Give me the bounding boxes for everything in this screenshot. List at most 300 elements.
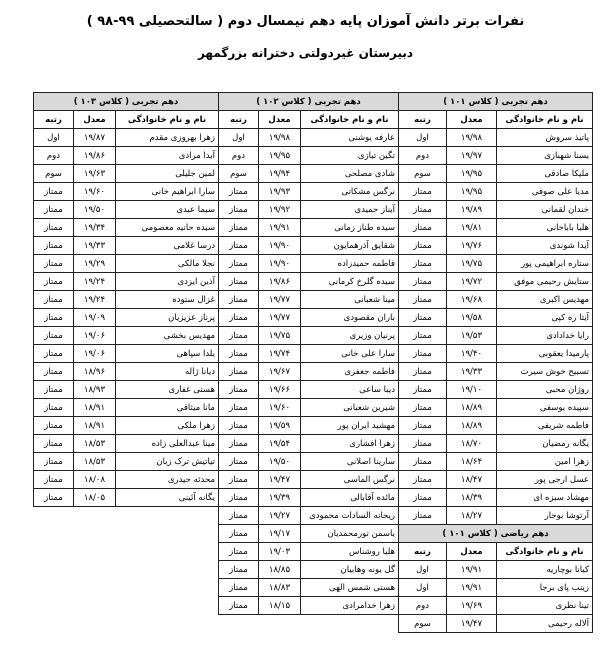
table-title-row — [219, 93, 399, 111]
student-average: ۱۹/۵۴ — [259, 435, 301, 453]
student-name: عسل ارجی پور — [497, 471, 593, 489]
student-name: ریحانه السادات محمودی — [301, 507, 399, 525]
table-row — [34, 399, 219, 417]
student-average: ۱۸/۷۰ — [447, 435, 497, 453]
col-header-avg: معدل — [74, 111, 116, 129]
student-name: مانا میثاقی — [116, 399, 219, 417]
student-rank: ممتاز — [34, 381, 74, 399]
student-average: ۱۹/۵۰ — [259, 453, 301, 471]
student-average: ۱۸/۹۳ — [74, 381, 116, 399]
student-average: ۱۹/۶۰ — [74, 183, 116, 201]
table-row — [399, 255, 593, 273]
student-name: مهشاد سبزه ای — [497, 489, 593, 507]
table-row — [219, 579, 399, 597]
student-average: ۱۸/۴۷ — [447, 471, 497, 489]
table-row — [219, 327, 399, 345]
student-name: آیتا ره کپی — [497, 309, 593, 327]
student-average: ۱۸/۶۴ — [447, 453, 497, 471]
student-name: لمین جلیلی — [116, 165, 219, 183]
table-row — [34, 327, 219, 345]
student-name: سیما عبدی — [116, 201, 219, 219]
student-rank: دوم — [399, 597, 447, 615]
col-header-avg: معدل — [447, 111, 497, 129]
col-header-rank: رتبه — [34, 111, 74, 129]
student-name: هستی شمس الهی — [301, 579, 399, 597]
student-rank: ممتاز — [399, 435, 447, 453]
student-name: ستایش رحیمی موفق — [497, 273, 593, 291]
student-average: ۱۹/۹۷ — [447, 147, 497, 165]
student-rank: ممتاز — [399, 255, 447, 273]
student-average: ۱۹/۹۱ — [447, 579, 497, 597]
student-name: مهدیس اکبری — [497, 291, 593, 309]
table-row — [399, 219, 593, 237]
table-row — [219, 543, 399, 561]
student-average: ۱۹/۶۳ — [74, 165, 116, 183]
table-row — [219, 489, 399, 507]
column-header-row — [399, 543, 593, 561]
student-name: هستی غفاری — [116, 381, 219, 399]
student-rank: ممتاز — [219, 201, 259, 219]
table-row — [219, 363, 399, 381]
student-name: پرناز عزیزیان — [116, 309, 219, 327]
student-name: دیبا ساعی — [301, 381, 399, 399]
table-row — [219, 237, 399, 255]
col-header-name: نام و نام خانوادگی — [497, 111, 593, 129]
student-average: ۱۹/۴۰ — [447, 345, 497, 363]
student-rank: اول — [399, 579, 447, 597]
student-rank: ممتاز — [399, 399, 447, 417]
student-average: ۱۹/۵۳ — [447, 327, 497, 345]
student-average: ۱۹/۷۲ — [447, 273, 497, 291]
table-row — [399, 363, 593, 381]
student-name: آذین ایزدی — [116, 273, 219, 291]
student-rank: سوم — [219, 165, 259, 183]
student-average: ۱۹/۷۷ — [259, 309, 301, 327]
table-row — [399, 201, 593, 219]
column-header-row — [399, 111, 593, 129]
student-average: ۱۹/۴۷ — [447, 615, 497, 633]
table-row — [34, 453, 219, 471]
student-average: ۱۹/۸۱ — [447, 219, 497, 237]
student-rank: ممتاز — [399, 363, 447, 381]
student-average: ۱۹/۰۶ — [74, 345, 116, 363]
table-row — [219, 309, 399, 327]
student-name: درسا غلامی — [116, 237, 219, 255]
table-row — [219, 435, 399, 453]
student-name: خندان لقمانی — [497, 201, 593, 219]
table-row — [34, 381, 219, 399]
student-average: ۱۹/۶۶ — [259, 381, 301, 399]
student-name: تگین تیازی — [301, 147, 399, 165]
student-rank: سوم — [399, 165, 447, 183]
table-row — [399, 507, 593, 525]
student-rank: سوم — [399, 615, 447, 633]
student-name: نرگس الماسی — [301, 471, 399, 489]
student-average: ۱۸/۹۱ — [74, 399, 116, 417]
table-row — [399, 309, 593, 327]
student-name: آرتوشا بوجار — [497, 507, 593, 525]
student-average: ۱۸/۵۳ — [74, 435, 116, 453]
student-name: سیده طناز زمانی — [301, 219, 399, 237]
student-rank: ممتاز — [34, 327, 74, 345]
student-name: شادی مصلحی — [301, 165, 399, 183]
student-name: شیرین شعبانی — [301, 399, 399, 417]
student-rank: ممتاز — [399, 219, 447, 237]
class-101-math-table — [398, 524, 593, 633]
student-rank: ممتاز — [399, 237, 447, 255]
student-rank: ممتاز — [219, 417, 259, 435]
table-row — [219, 219, 399, 237]
student-average: ۱۹/۹۳ — [259, 183, 301, 201]
student-rank: ممتاز — [219, 345, 259, 363]
student-rank: ممتاز — [399, 417, 447, 435]
table-row — [219, 453, 399, 471]
table-row — [399, 615, 593, 633]
student-name: سیده گلرخ کرمانی — [301, 273, 399, 291]
table-row — [34, 273, 219, 291]
student-name: دیانا ژاله — [116, 363, 219, 381]
table-row — [399, 129, 593, 147]
class-103-experimental-table — [33, 92, 219, 507]
student-name: یگانه رمضیان — [497, 435, 593, 453]
table-row — [399, 381, 593, 399]
table-row — [34, 489, 219, 507]
student-rank: ممتاز — [34, 237, 74, 255]
student-name: مینا عبدالعلی زاده — [116, 435, 219, 453]
table-row — [34, 435, 219, 453]
table-row — [219, 561, 399, 579]
student-name: سیده حانیه معصومی — [116, 219, 219, 237]
table-row — [399, 327, 593, 345]
table-row — [399, 489, 593, 507]
student-name: کیانا بوچاریه — [497, 561, 593, 579]
student-average: ۱۹/۷۴ — [259, 345, 301, 363]
table-row — [399, 399, 593, 417]
student-rank: ممتاز — [219, 399, 259, 417]
student-name: آیدا شوندی — [497, 237, 593, 255]
student-rank: ممتاز — [34, 219, 74, 237]
table-row — [34, 417, 219, 435]
col-header-rank: رتبه — [399, 111, 447, 129]
student-average: ۱۹/۷۶ — [447, 237, 497, 255]
student-name: سارا ابراهیم خانی — [116, 183, 219, 201]
student-average: ۱۹/۳۹ — [259, 489, 301, 507]
student-rank: ممتاز — [219, 237, 259, 255]
student-average: ۱۹/۲۷ — [259, 507, 301, 525]
table-row — [399, 471, 593, 489]
table-row — [399, 453, 593, 471]
student-name: پرنیان وزیری — [301, 327, 399, 345]
student-average: ۱۹/۹۵ — [259, 147, 301, 165]
table-row — [34, 183, 219, 201]
student-average: ۱۸/۳۹ — [447, 489, 497, 507]
student-rank: ممتاز — [219, 381, 259, 399]
student-name: آیدا مرادی — [116, 147, 219, 165]
student-rank: ممتاز — [34, 201, 74, 219]
table-row — [219, 507, 399, 525]
table-row — [34, 129, 219, 147]
table-row — [219, 183, 399, 201]
student-average: ۱۹/۰۹ — [74, 309, 116, 327]
student-rank: ممتاز — [34, 345, 74, 363]
student-average: ۱۹/۰۳ — [259, 543, 301, 561]
student-average: ۱۹/۷۷ — [259, 291, 301, 309]
student-name: زهرا امین — [497, 453, 593, 471]
table-row — [219, 255, 399, 273]
student-rank: سوم — [34, 165, 74, 183]
student-rank: ممتاز — [34, 255, 74, 273]
table-row — [34, 345, 219, 363]
student-average: ۱۹/۱۰ — [447, 381, 497, 399]
student-name: تسبیح خوش سیرت — [497, 363, 593, 381]
table-title-row — [34, 93, 219, 111]
page-title: نفرات برتر دانش آموزان پایه دهم نیمسال دوم ( سالتحصیلی ۹۹-۹۸ ) — [86, 14, 525, 29]
table-row — [219, 165, 399, 183]
student-average: ۱۸/۸۹ — [447, 417, 497, 435]
student-rank: ممتاز — [34, 417, 74, 435]
student-rank: ممتاز — [399, 471, 447, 489]
student-average: ۱۹/۸۶ — [74, 147, 116, 165]
table-row — [219, 399, 399, 417]
student-rank: ممتاز — [219, 363, 259, 381]
table-row — [399, 561, 593, 579]
student-name: پارمیدا یعقوبی — [497, 345, 593, 363]
student-name: زهرا ملکی — [116, 417, 219, 435]
student-rank: ممتاز — [34, 453, 74, 471]
student-average: ۱۸/۸۹ — [447, 399, 497, 417]
table-row — [34, 363, 219, 381]
table-row — [399, 579, 593, 597]
student-rank: ممتاز — [399, 327, 447, 345]
student-name: باران مقصودی — [301, 309, 399, 327]
table-row — [399, 435, 593, 453]
student-average: ۱۸/۰۸ — [74, 471, 116, 489]
school-name: دبیرستان غیردولتی دخترانه بزرگمهر — [197, 46, 414, 60]
student-rank: ممتاز — [399, 291, 447, 309]
student-rank: اول — [219, 129, 259, 147]
student-rank: اول — [399, 129, 447, 147]
student-rank: ممتاز — [219, 597, 259, 615]
table-row — [34, 165, 219, 183]
student-name: سارا علی خانی — [301, 345, 399, 363]
table-row — [219, 381, 399, 399]
student-name: آیناز حمیدی — [301, 201, 399, 219]
student-average: ۱۹/۱۷ — [259, 525, 301, 543]
table-row — [399, 183, 593, 201]
table-row — [399, 165, 593, 183]
col-header-avg: معدل — [447, 543, 497, 561]
column-header-row — [219, 111, 399, 129]
student-average: ۱۹/۴۷ — [259, 471, 301, 489]
student-rank: ممتاز — [399, 507, 447, 525]
student-name: مهشید ایران پور — [301, 417, 399, 435]
student-average: ۱۹/۶۸ — [447, 291, 497, 309]
student-name: فاطمه جعفری — [301, 363, 399, 381]
student-average: ۱۹/۸۶ — [259, 273, 301, 291]
student-rank: ممتاز — [219, 309, 259, 327]
table-title-row — [399, 93, 593, 111]
column-header-row — [34, 111, 219, 129]
student-name: ملیکا صادقی — [497, 165, 593, 183]
student-name: روژان محبی — [497, 381, 593, 399]
student-average: ۱۹/۲۹ — [74, 255, 116, 273]
student-name: محدثه حیدری — [116, 471, 219, 489]
student-name: مائده آقابالی — [301, 489, 399, 507]
student-rank: دوم — [34, 147, 74, 165]
col-header-name: نام و نام خانوادگی — [301, 111, 399, 129]
student-rank: ممتاز — [34, 471, 74, 489]
student-average: ۱۸/۲۷ — [447, 507, 497, 525]
table-row — [399, 597, 593, 615]
table-title: دهم تجربی ( کلاس ۱۰۳ ) — [34, 93, 219, 111]
student-name: شقایق آذرهمایون — [301, 237, 399, 255]
student-name: مینا شعبانی — [301, 291, 399, 309]
student-rank: ممتاز — [219, 489, 259, 507]
student-name: یاسمن تورمحمدیان — [301, 525, 399, 543]
student-rank: ممتاز — [219, 471, 259, 489]
student-rank: ممتاز — [219, 543, 259, 561]
student-name: نجلا مالکی — [116, 255, 219, 273]
student-average: ۱۹/۹۸ — [259, 129, 301, 147]
table-row — [219, 471, 399, 489]
student-name: گل یونه وهابیان — [301, 561, 399, 579]
student-average: ۱۹/۰۶ — [74, 327, 116, 345]
student-average: ۱۹/۹۱ — [259, 219, 301, 237]
student-name: هلیا روشناس — [301, 543, 399, 561]
student-rank: اول — [399, 561, 447, 579]
student-name: یگانه آئینی — [116, 489, 219, 507]
table-row — [34, 291, 219, 309]
table-title: دهم تجربی ( کلاس ۱۰۲ ) — [219, 93, 399, 111]
student-average: ۱۹/۳۳ — [447, 363, 497, 381]
table-row — [34, 219, 219, 237]
student-average: ۱۸/۵۳ — [74, 453, 116, 471]
student-average: ۱۸/۹۱ — [74, 417, 116, 435]
table-row — [219, 147, 399, 165]
table-row — [219, 345, 399, 363]
table-row — [34, 471, 219, 489]
student-average: ۱۹/۵۹ — [259, 417, 301, 435]
student-average: ۱۸/۹۶ — [74, 363, 116, 381]
student-average: ۱۹/۳۳ — [74, 237, 116, 255]
student-average: ۱۹/۹۱ — [447, 561, 497, 579]
col-header-name: نام و نام خانوادگی — [116, 111, 219, 129]
student-average: ۱۹/۵۰ — [74, 201, 116, 219]
student-rank: دوم — [399, 147, 447, 165]
col-header-rank: رتبه — [219, 111, 259, 129]
student-average: ۱۹/۵۸ — [447, 309, 497, 327]
student-name: پاتیذ سروش — [497, 129, 593, 147]
class-102-experimental-table — [218, 92, 399, 615]
student-rank: ممتاز — [219, 219, 259, 237]
student-name: یسنا شهبازی — [497, 147, 593, 165]
student-average: ۱۹/۸۷ — [74, 129, 116, 147]
student-average: ۱۹/۳۴ — [74, 219, 116, 237]
student-rank: ممتاز — [219, 525, 259, 543]
student-name: یلدا سپاهی — [116, 345, 219, 363]
student-rank: ممتاز — [399, 309, 447, 327]
student-rank: ممتاز — [34, 363, 74, 381]
col-header-name: نام و نام خانوادگی — [497, 543, 593, 561]
class-101-experimental-table — [398, 92, 593, 525]
student-rank: ممتاز — [219, 435, 259, 453]
student-rank: ممتاز — [399, 345, 447, 363]
table-row — [34, 201, 219, 219]
col-header-rank: رتبه — [399, 543, 447, 561]
student-rank: ممتاز — [399, 183, 447, 201]
table-row — [34, 309, 219, 327]
student-rank: ممتاز — [34, 489, 74, 507]
student-average: ۱۹/۲۴ — [74, 273, 116, 291]
student-rank: ممتاز — [399, 273, 447, 291]
table-row — [219, 525, 399, 543]
table-row — [399, 273, 593, 291]
student-average: ۱۹/۹۰ — [259, 237, 301, 255]
student-rank: ممتاز — [399, 381, 447, 399]
student-average: ۱۹/۶۰ — [259, 399, 301, 417]
student-average: ۱۹/۸۹ — [447, 201, 497, 219]
table-row — [399, 345, 593, 363]
student-name: تیاتیش ترک زبان — [116, 453, 219, 471]
student-rank: ممتاز — [219, 183, 259, 201]
student-rank: ممتاز — [219, 291, 259, 309]
table-title: دهم ریاضی ( کلاس ۱۰۱ ) — [399, 525, 593, 543]
student-rank: ممتاز — [219, 561, 259, 579]
student-average: ۱۸/۸۵ — [259, 561, 301, 579]
student-rank: ممتاز — [34, 399, 74, 417]
student-name: سپیده یوسفی — [497, 399, 593, 417]
table-row — [34, 255, 219, 273]
student-rank: ممتاز — [219, 453, 259, 471]
student-average: ۱۹/۹۴ — [259, 165, 301, 183]
table-row — [219, 273, 399, 291]
student-rank: دوم — [219, 147, 259, 165]
student-name: فاطمه شریفی — [497, 417, 593, 435]
table-row — [219, 129, 399, 147]
student-average: ۱۹/۹۲ — [259, 201, 301, 219]
table-row — [34, 237, 219, 255]
student-average: ۱۸/۰۵ — [74, 489, 116, 507]
table-row — [399, 291, 593, 309]
student-rank: ممتاز — [219, 255, 259, 273]
student-average: ۱۹/۷۵ — [259, 327, 301, 345]
student-rank: ممتاز — [34, 273, 74, 291]
student-name: غزال ستوده — [116, 291, 219, 309]
table-title-row — [399, 525, 593, 543]
student-rank: ممتاز — [219, 507, 259, 525]
student-average: ۱۹/۷۵ — [447, 255, 497, 273]
student-name: نرگس مشکاتی — [301, 183, 399, 201]
table-row — [399, 237, 593, 255]
student-name: عارفه یوشنی — [301, 129, 399, 147]
student-rank: ممتاز — [399, 453, 447, 471]
table-row — [399, 147, 593, 165]
student-average: ۱۹/۶۹ — [447, 597, 497, 615]
student-name: زینب پای برجا — [497, 579, 593, 597]
student-average: ۱۹/۹۵ — [447, 183, 497, 201]
student-rank: ممتاز — [219, 327, 259, 345]
student-average: ۱۹/۹۵ — [447, 165, 497, 183]
student-rank: ممتاز — [399, 489, 447, 507]
student-name: فاطمه حمیدزاده — [301, 255, 399, 273]
student-average: ۱۹/۶۷ — [259, 363, 301, 381]
student-name: تینا نظری — [497, 597, 593, 615]
student-name: هلیا باباخانی — [497, 219, 593, 237]
student-average: ۱۹/۲۴ — [74, 291, 116, 309]
student-rank: ممتاز — [399, 201, 447, 219]
table-row — [219, 417, 399, 435]
table-row — [399, 417, 593, 435]
